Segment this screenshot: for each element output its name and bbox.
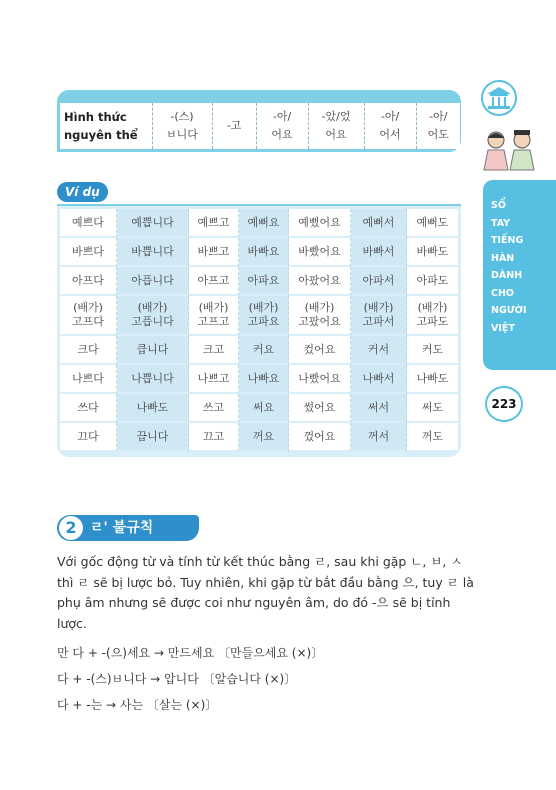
table-cell: 아파도 (407, 267, 458, 296)
table-cell: 써요 (239, 394, 289, 423)
table-cell: 커요 (239, 336, 289, 365)
header-col-4-bottom: 어요 (325, 128, 347, 141)
table-cell: (배가) 고팠어요 (289, 296, 351, 336)
header-col-3 (256, 103, 308, 149)
table-row (60, 394, 458, 423)
table-row (60, 423, 458, 452)
table-cell: 예뻤어요 (289, 209, 351, 238)
table-cell: 끄고 (189, 423, 239, 452)
header-label-line2: nguyên thể (64, 128, 138, 142)
table-cell: 나쁘고 (189, 365, 239, 394)
example-table-body (60, 209, 458, 452)
header-col-5 (364, 103, 416, 149)
header-col-1 (152, 103, 212, 149)
table-cell: 나빠서 (351, 365, 407, 394)
side-line: CHO (491, 287, 514, 299)
table-cell: 컸어요 (289, 336, 351, 365)
table-cell: (배가) 고픕니다 (117, 296, 189, 336)
table-cell: 바빠도 (407, 238, 458, 267)
table-cell: 바빴어요 (289, 238, 351, 267)
table-cell: 예쁘다 (60, 209, 117, 238)
side-line: VIỆT (491, 322, 515, 334)
header-col-3-bottom: 어요 (271, 128, 293, 141)
table-cell: 나빠도 (117, 394, 189, 423)
table-cell: 꺼도 (407, 423, 458, 452)
table-cell: 바빠요 (239, 238, 289, 267)
table-cell: 바쁘고 (189, 238, 239, 267)
table-cell: 꺼요 (239, 423, 289, 452)
table-cell: 끕니다 (117, 423, 189, 452)
table-cell: 썼어요 (289, 394, 351, 423)
table-cell: 바빠서 (351, 238, 407, 267)
header-col-5-bottom: 어서 (379, 128, 401, 141)
table-cell: 쓰다 (60, 394, 117, 423)
example-table (60, 209, 458, 452)
table-row (60, 336, 458, 365)
table-cell: (배가) 고파서 (351, 296, 407, 336)
table-cell: 나쁩니다 (117, 365, 189, 394)
table-cell: 나빠도 (407, 365, 458, 394)
table-cell: 나빴어요 (289, 365, 351, 394)
header-col-4-top: -았/었 (321, 110, 351, 123)
table-cell: 나빠요 (239, 365, 289, 394)
table-cell: 바쁩니다 (117, 238, 189, 267)
section-number: 2 (59, 516, 83, 540)
header-label-line1: Hình thức (64, 110, 127, 124)
header-col-6 (416, 103, 460, 149)
pagoda-icon (481, 80, 517, 116)
table-cell: 껐어요 (289, 423, 351, 452)
header-col-2-top: -고 (226, 119, 242, 132)
table-row (60, 296, 458, 336)
table-cell: 예뻐도 (407, 209, 458, 238)
rule-line: 다 + -는 → 사는 〔살는 (×)〕 (57, 698, 218, 712)
table-cell: 써도 (407, 394, 458, 423)
table-cell: 아파요 (239, 267, 289, 296)
table-cell: 큽니다 (117, 336, 189, 365)
section-title: ㄹ' 불규칙 (90, 520, 154, 536)
table-cell: 아프고 (189, 267, 239, 296)
header-col-3-top: -아/ (272, 110, 292, 123)
side-line: DÀNH (491, 270, 523, 281)
table-cell: 크고 (189, 336, 239, 365)
table-cell: 아프다 (60, 267, 117, 296)
side-band-text (491, 197, 551, 337)
table-cell: 예뻐요 (239, 209, 289, 238)
explanation-text (57, 552, 477, 634)
header-col-6-top: -아/ (429, 110, 448, 123)
header-conjugation-table (60, 103, 460, 149)
table-cell: (배가) 고프다 (60, 296, 117, 336)
table-cell: 예쁘고 (189, 209, 239, 238)
table-cell: 예뻐서 (351, 209, 407, 238)
table-cell: 예쁩니다 (117, 209, 189, 238)
side-line: NGƯỜI (491, 305, 527, 316)
table-cell: 커도 (407, 336, 458, 365)
table-row (60, 238, 458, 267)
couple-illustration-icon (478, 128, 540, 172)
page-number: 223 (485, 386, 523, 422)
table-row (60, 365, 458, 394)
table-cell: (배가) 고프고 (189, 296, 239, 336)
table-cell: 크다 (60, 336, 117, 365)
rule-line: 다 + -(스)ㅂ니다 → 압니다 〔알습니다 (×)〕 (57, 672, 297, 686)
table-cell: 끄다 (60, 423, 117, 452)
side-line: TIẾNG (491, 235, 524, 246)
rule-examples (57, 640, 477, 718)
side-line: TAY (491, 217, 511, 229)
table-cell: 써서 (351, 394, 407, 423)
header-col-2 (212, 103, 256, 149)
explanation-paragraph: Với gốc động từ và tính từ kết thúc bằng ㄹ, sau khi gặp ㄴ, ㅂ, ㅅ thì ㄹ sẽ bị lược bỏ. Tuy nhiên, khi gặp từ bắt đầu bằng 으, tuy ㄹ là phụ âm nhưng sẽ được coi như nguyên âm, do đó -으 sẽ bị tỉnh lược. (57, 554, 474, 631)
table-cell: 꺼서 (351, 423, 407, 452)
side-line: HÀN (491, 252, 515, 264)
rule-line: 만 다 + -(으)세요 → 만드세요 〔만들으세요 (×)〕 (57, 646, 324, 660)
table-cell: 아팠어요 (289, 267, 351, 296)
table-cell: (배가) 고파요 (239, 296, 289, 336)
table-cell: 쓰고 (189, 394, 239, 423)
header-col-6-bottom: 어도 (427, 128, 449, 141)
table-cell: 바쁘다 (60, 238, 117, 267)
example-label: Ví dụ (57, 182, 108, 202)
header-label-cell (60, 103, 152, 149)
table-cell: 나쁘다 (60, 365, 117, 394)
table-row (60, 209, 458, 238)
header-col-1-bottom: ㅂ니다 (166, 128, 198, 141)
header-col-5-top: -아/ (380, 110, 400, 123)
table-cell: (배가) 고파도 (407, 296, 458, 336)
header-col-1-top: -(스) (170, 110, 194, 123)
side-line: SỔ (491, 200, 506, 211)
header-col-4 (308, 103, 364, 149)
table-cell: 커서 (351, 336, 407, 365)
table-cell: 아픕니다 (117, 267, 189, 296)
table-cell: 아파서 (351, 267, 407, 296)
table-row (60, 267, 458, 296)
